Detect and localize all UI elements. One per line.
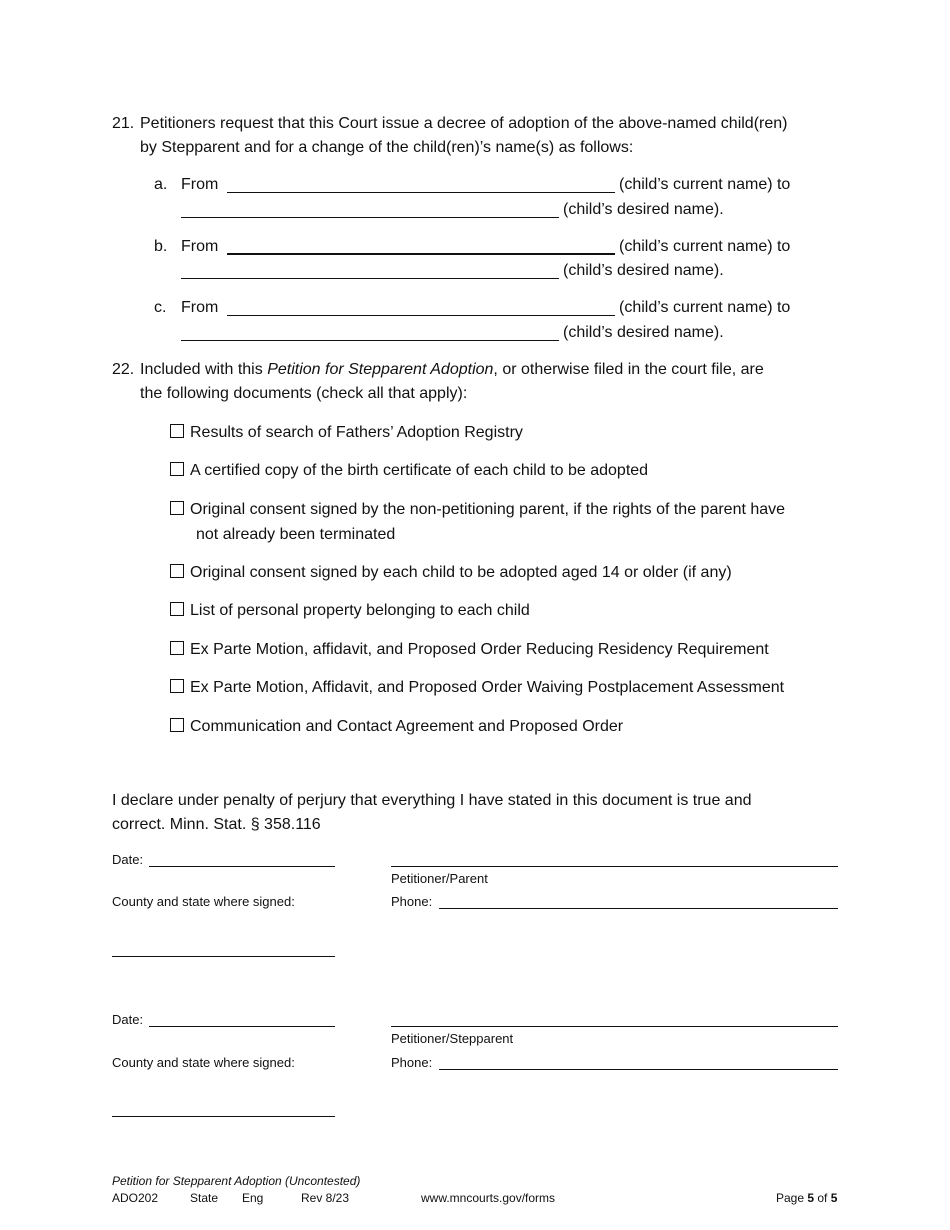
phone-field[interactable] — [439, 908, 838, 909]
checkbox[interactable] — [170, 679, 184, 693]
checkbox[interactable] — [170, 602, 184, 616]
item-22-text-line2: the following documents (check all that apply): — [140, 385, 468, 402]
checkbox-label: Results of search of Fathers’ Adoption Registry — [190, 424, 523, 441]
date-label: Date: — [112, 1012, 144, 1027]
current-name-field-a[interactable] — [227, 192, 615, 193]
name-change-a-letter: a. — [154, 176, 168, 193]
checkbox-label: Communication and Contact Agreement and Proposed Order — [190, 718, 624, 735]
date-field[interactable] — [149, 1026, 335, 1027]
name-change-c-letter: c. — [154, 299, 167, 316]
name-change-b-letter: b. — [154, 238, 168, 255]
signature-line[interactable] — [391, 866, 838, 867]
name-change-c-from: From — [181, 299, 219, 316]
desired-name-field-b[interactable] — [181, 278, 559, 279]
date-label: Date: — [112, 852, 144, 867]
desired-name-label-b: (child’s desired name). — [563, 262, 724, 279]
declaration-line2: correct. Minn. Stat. § 358.116 — [112, 816, 321, 833]
checkbox-item[interactable] — [170, 676, 784, 700]
role-label: Petitioner/Parent — [391, 871, 488, 886]
item-21-text-line1: Petitioners request that this Court issue a decree of adoption of the above-named child(ren) — [140, 115, 788, 132]
checkbox-item[interactable] — [170, 599, 530, 623]
declaration-line1: I declare under penalty of perjury that everything I have stated in this document is true and — [112, 792, 752, 809]
item-21-text-line2: by Stepparent and for a change of the child(ren)’s name(s) as follows: — [140, 139, 634, 156]
footer-form-title: Petition for Stepparent Adoption (Uncontested) — [112, 1174, 361, 1188]
petition-title-italic: Petition for Stepparent Adoption — [267, 361, 494, 378]
county-label: County and state where signed: — [112, 894, 295, 909]
role-label: Petitioner/Stepparent — [391, 1031, 514, 1046]
current-name-field-c[interactable] — [227, 315, 615, 316]
footer-form-code: ADO202 — [112, 1191, 159, 1205]
checkbox[interactable] — [170, 501, 184, 515]
checkbox-item[interactable] — [170, 498, 785, 522]
item-22-number: 22. — [112, 361, 135, 378]
item-21-number: 21. — [112, 115, 135, 132]
page-total: 5 — [830, 1191, 838, 1205]
checkbox-item[interactable] — [170, 561, 732, 585]
item-22-text-line1 — [140, 358, 764, 382]
phone-field[interactable] — [439, 1069, 838, 1070]
signature-line[interactable] — [391, 1026, 838, 1027]
name-change-b-from: From — [181, 238, 219, 255]
page-of: of — [814, 1191, 831, 1205]
checkbox[interactable] — [170, 718, 184, 732]
page-prefix: Page — [776, 1191, 808, 1205]
date-field[interactable] — [149, 866, 335, 867]
checkbox-item[interactable] — [170, 421, 523, 445]
page-current: 5 — [807, 1191, 815, 1205]
footer-state: State — [190, 1191, 219, 1205]
checkbox-item[interactable] — [170, 638, 769, 662]
footer-revision: Rev 8/23 — [301, 1191, 350, 1205]
checkbox[interactable] — [170, 564, 184, 578]
checkbox-label: Original consent signed by each child to be adopted aged 14 or older (if any) — [190, 564, 732, 581]
county-field[interactable] — [112, 956, 335, 957]
item-22-text-pre: Included with this — [140, 361, 268, 378]
desired-name-field-c[interactable] — [181, 340, 559, 341]
checkbox-label: Original consent signed by the non-petitioning parent, if the rights of the parent have — [190, 501, 786, 518]
desired-name-label-c: (child’s desired name). — [563, 324, 724, 341]
checkbox[interactable] — [170, 462, 184, 476]
current-name-field-b[interactable] — [227, 253, 615, 255]
checkbox[interactable] — [170, 424, 184, 438]
footer-language: Eng — [242, 1191, 264, 1205]
checkbox-label-continued: not already been terminated — [196, 526, 396, 543]
desired-name-label-a: (child’s desired name). — [563, 201, 724, 218]
checkbox[interactable] — [170, 641, 184, 655]
checkbox-item[interactable] — [170, 459, 648, 483]
county-field[interactable] — [112, 1116, 335, 1117]
current-name-label-b: (child’s current name) to — [619, 238, 791, 255]
footer-url[interactable]: www.mncourts.gov/forms — [421, 1191, 556, 1205]
checkbox-item[interactable] — [170, 715, 623, 739]
current-name-label-a: (child’s current name) to — [619, 176, 791, 193]
phone-label: Phone: — [391, 1055, 433, 1070]
checkbox-label: Ex Parte Motion, Affidavit, and Proposed Order Waiving Postplacement Assessment — [190, 679, 785, 696]
checkbox-label: List of personal property belonging to each child — [190, 602, 530, 619]
county-label: County and state where signed: — [112, 1055, 295, 1070]
footer-page-number — [776, 1190, 837, 1206]
current-name-label-c: (child’s current name) to — [619, 299, 791, 316]
checkbox-label: A certified copy of the birth certificate of each child to be adopted — [190, 462, 649, 479]
name-change-a-from: From — [181, 176, 219, 193]
item-22-text-post: , or otherwise filed in the court file, are — [493, 361, 764, 378]
desired-name-field-a[interactable] — [181, 217, 559, 218]
phone-label: Phone: — [391, 894, 433, 909]
checkbox-label: Ex Parte Motion, affidavit, and Proposed Order Reducing Residency Requirement — [190, 641, 769, 658]
